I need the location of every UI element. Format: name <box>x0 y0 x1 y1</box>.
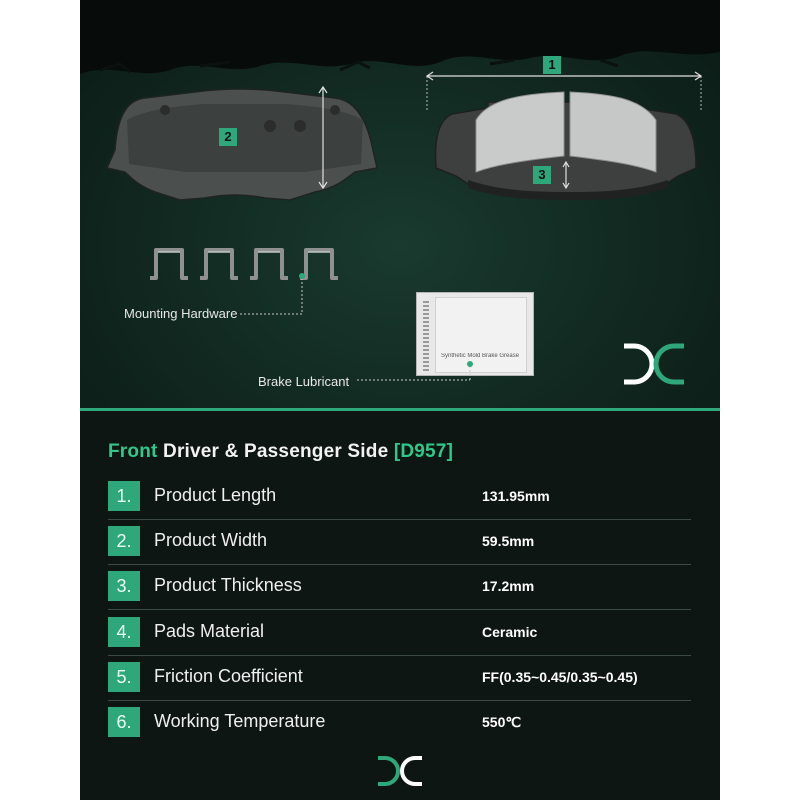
spec-heading <box>108 441 453 463</box>
row-divider <box>108 609 691 610</box>
mounting-hardware-leader <box>240 272 310 322</box>
spec-row-temperature <box>108 707 691 737</box>
spec-index: 4. <box>108 617 140 647</box>
spec-name: Friction Coefficient <box>154 666 303 686</box>
specifications-panel <box>80 411 720 800</box>
spec-value: FF(0.35~0.45/0.35~0.45) <box>482 669 638 685</box>
heading-front: Front <box>108 441 158 462</box>
spec-name: Pads Material <box>154 621 265 641</box>
spec-value: Ceramic <box>482 624 538 640</box>
spec-name: Product Width <box>154 530 268 550</box>
brake-lubricant-label: Brake Lubricant <box>258 374 350 389</box>
spec-row-length <box>108 481 691 511</box>
row-divider <box>108 564 691 565</box>
dimension-2-line <box>310 85 340 190</box>
spec-name: Working Temperature <box>154 711 326 731</box>
callout-2: 2 <box>219 128 237 146</box>
product-diagram <box>80 0 720 410</box>
spec-name: Product Thickness <box>154 575 302 595</box>
spec-row-thickness <box>108 571 691 601</box>
callout-1: 1 <box>543 56 561 74</box>
brake-pad-back-view <box>105 80 385 210</box>
spec-value: 550℃ <box>482 714 522 730</box>
heading-position: Driver & Passenger Side <box>157 441 394 462</box>
spec-index: 6. <box>108 707 140 737</box>
brake-lubricant-leader <box>355 360 475 386</box>
mounting-hardware-label: Mounting Hardware <box>124 306 238 321</box>
spec-value: 59.5mm <box>482 533 535 549</box>
callout-3: 3 <box>533 166 551 184</box>
spec-index: 1. <box>108 481 140 511</box>
spec-row-friction <box>108 662 691 692</box>
spec-row-material <box>108 617 691 647</box>
product-infographic <box>80 0 720 800</box>
dimension-1-line <box>425 62 705 112</box>
lubricant-packet-text: Synthetic Mold Brake Grease <box>441 353 520 359</box>
spec-value: 131.95mm <box>482 488 550 504</box>
row-divider <box>108 519 691 520</box>
spec-name: Product Length <box>154 485 277 505</box>
dimension-3-line <box>558 160 578 192</box>
dc-logo-icon <box>620 342 690 386</box>
spec-index: 2. <box>108 526 140 556</box>
spec-index: 5. <box>108 662 140 692</box>
row-divider <box>108 655 691 656</box>
spec-value: 17.2mm <box>482 578 535 594</box>
dc-logo-icon <box>375 755 425 787</box>
heading-part-code: [D957] <box>393 441 454 462</box>
row-divider <box>108 700 691 701</box>
spec-index: 3. <box>108 571 140 601</box>
spec-row-width <box>108 526 691 556</box>
